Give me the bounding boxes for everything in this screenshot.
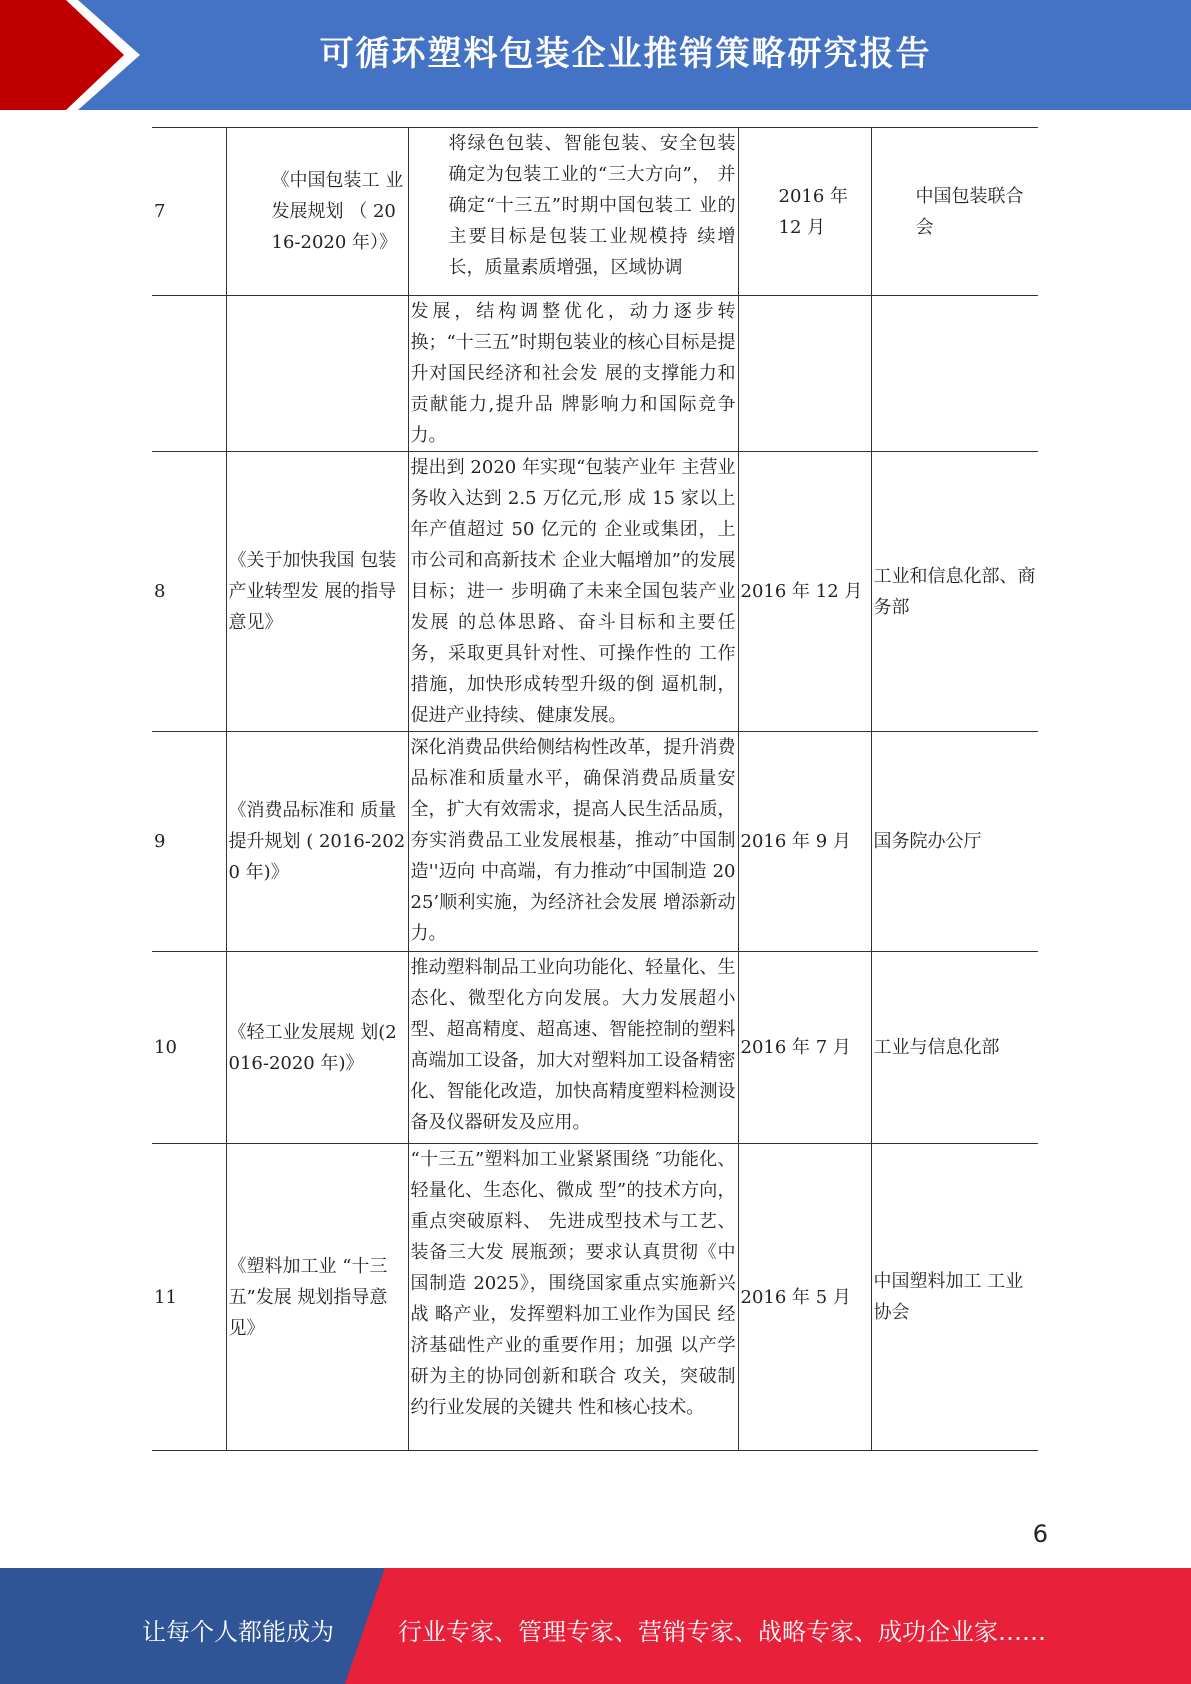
table-row (152, 1144, 1038, 1451)
header-arrow-icon (0, 0, 160, 110)
row-number: 8 (152, 452, 226, 732)
policy-content: 将绿色包装、智能包装、安全包装 确定为包装工业的“三大方向”， 并确定“十三五”时期中国包装工 业的主要目标是包装工业规模持 续增长，质量素质增强，区域协调 (408, 128, 738, 296)
report-title: 可循环塑料包装企业推销策略研究报告 (319, 34, 932, 74)
row-number: 10 (152, 952, 226, 1144)
table-row (152, 296, 1038, 452)
row-number: 11 (152, 1144, 226, 1451)
issuing-organization: 中国包装联合会 (871, 128, 1038, 296)
policy-name: 《塑料加工业 “十三五”发展 规划指导意见》 (226, 1144, 408, 1451)
policy-content: 推动塑料制品工业向功能化、轻量化、生态化、微型化方向发展。大力发展超小型、超髙精度、超髙速、智能控制的塑料髙端加工设备，加大对塑料加工设备精密化、智能化改造，加快髙精度塑料检测设备及仪器研发及应用。 (408, 952, 738, 1144)
policy-content: 发展，结构调整优化，动力逐步转换；“十三五”时期包装业的核心目标是提升对国民经济和社会发 展的支撑能力和贡献能力,提升品 牌影响力和国际竞争力。 (408, 296, 738, 452)
policy-date (738, 296, 871, 452)
policy-table (152, 127, 1038, 1451)
policy-date: 2016 年 12 月 (738, 452, 871, 732)
policy-date: 2016 年 12 月 (738, 128, 871, 296)
policy-name (226, 296, 408, 452)
footer-slogan-left: 让每个人都能成为 (142, 1618, 334, 1646)
issuing-organization: 国务院办公厅 (871, 732, 1038, 952)
footer-slogan-right: 行业专家、管理专家、营销专家、战略专家、成功企业家…… (398, 1618, 1046, 1646)
table-row (152, 452, 1038, 732)
page-header (0, 0, 1191, 110)
policy-content: “十三五”塑料加工业紧紧围绕 ″功能化、轻量化、生态化、微成 型”的技术方向，重点突破原料、 先进成型技术与工艺、装备三大发 展瓶颈；要求认真贯彻《中国制造 2025》，围绕国家重点实施新兴战 略产业，发挥塑料加工业作为国民 经济基础性产业的重要作用；加强 以产学研为主的协同创新和联合 攻关，突破制约行业发展的关键共 性和核心技术。 (408, 1144, 738, 1451)
row-number (152, 296, 226, 452)
row-number: 7 (152, 128, 226, 296)
policy-name: 《轻工业发展规 划(2016-2020 年)》 (226, 952, 408, 1144)
policy-name: 《中国包装工 业 发展规划 （ 2016-2020 年）》 (226, 128, 408, 296)
page-footer (0, 1568, 1191, 1684)
policy-date: 2016 年 7 月 (738, 952, 871, 1144)
row-number: 9 (152, 732, 226, 952)
policy-content: 深化消费品供给侧结构性改革，提升消费品标准和质量水平，确保消费品质量安全，扩大有效需求，提高人民生活品质，夯实消费品工业发展根基，推动″中国制造''迈向 中高端，有力推动″中国制造 2025’顺利实施，为经济社会发展 增添新动力。 (408, 732, 738, 952)
policy-name: 《关于加快我国 包装产业转型发 展的指导意见》 (226, 452, 408, 732)
policy-date: 2016 年 5 月 (738, 1144, 871, 1451)
table-row (152, 732, 1038, 952)
policy-content: 提出到 2020 年实现“包装产业年 主营业务收入达到 2.5 万亿元,形 成 15 家以上年产值超过 50 亿元的 企业或集团，上市公司和高新技术 企业大幅增加”的发展目标；进一 步明确了未来全国包装产业发展 的总体思路、奋斗目标和主要任 务，采取更具针对性、可操作性的 工作措施，加快形成转型升级的倒 逼机制，促进产业持续、健康发展。 (408, 452, 738, 732)
issuing-organization: 中国塑料加工 工业协会 (871, 1144, 1038, 1451)
issuing-organization: 工业与信息化部 (871, 952, 1038, 1144)
policy-date: 2016 年 9 月 (738, 732, 871, 952)
table-row (152, 128, 1038, 296)
policy-name: 《消费品标准和 质量提升规划 ( 2016-2020 年)》 (226, 732, 408, 952)
issuing-organization: 工业和信息化部、商务部 (871, 452, 1038, 732)
page-number: 6 (1032, 1520, 1048, 1548)
table-row (152, 952, 1038, 1144)
issuing-organization (871, 296, 1038, 452)
